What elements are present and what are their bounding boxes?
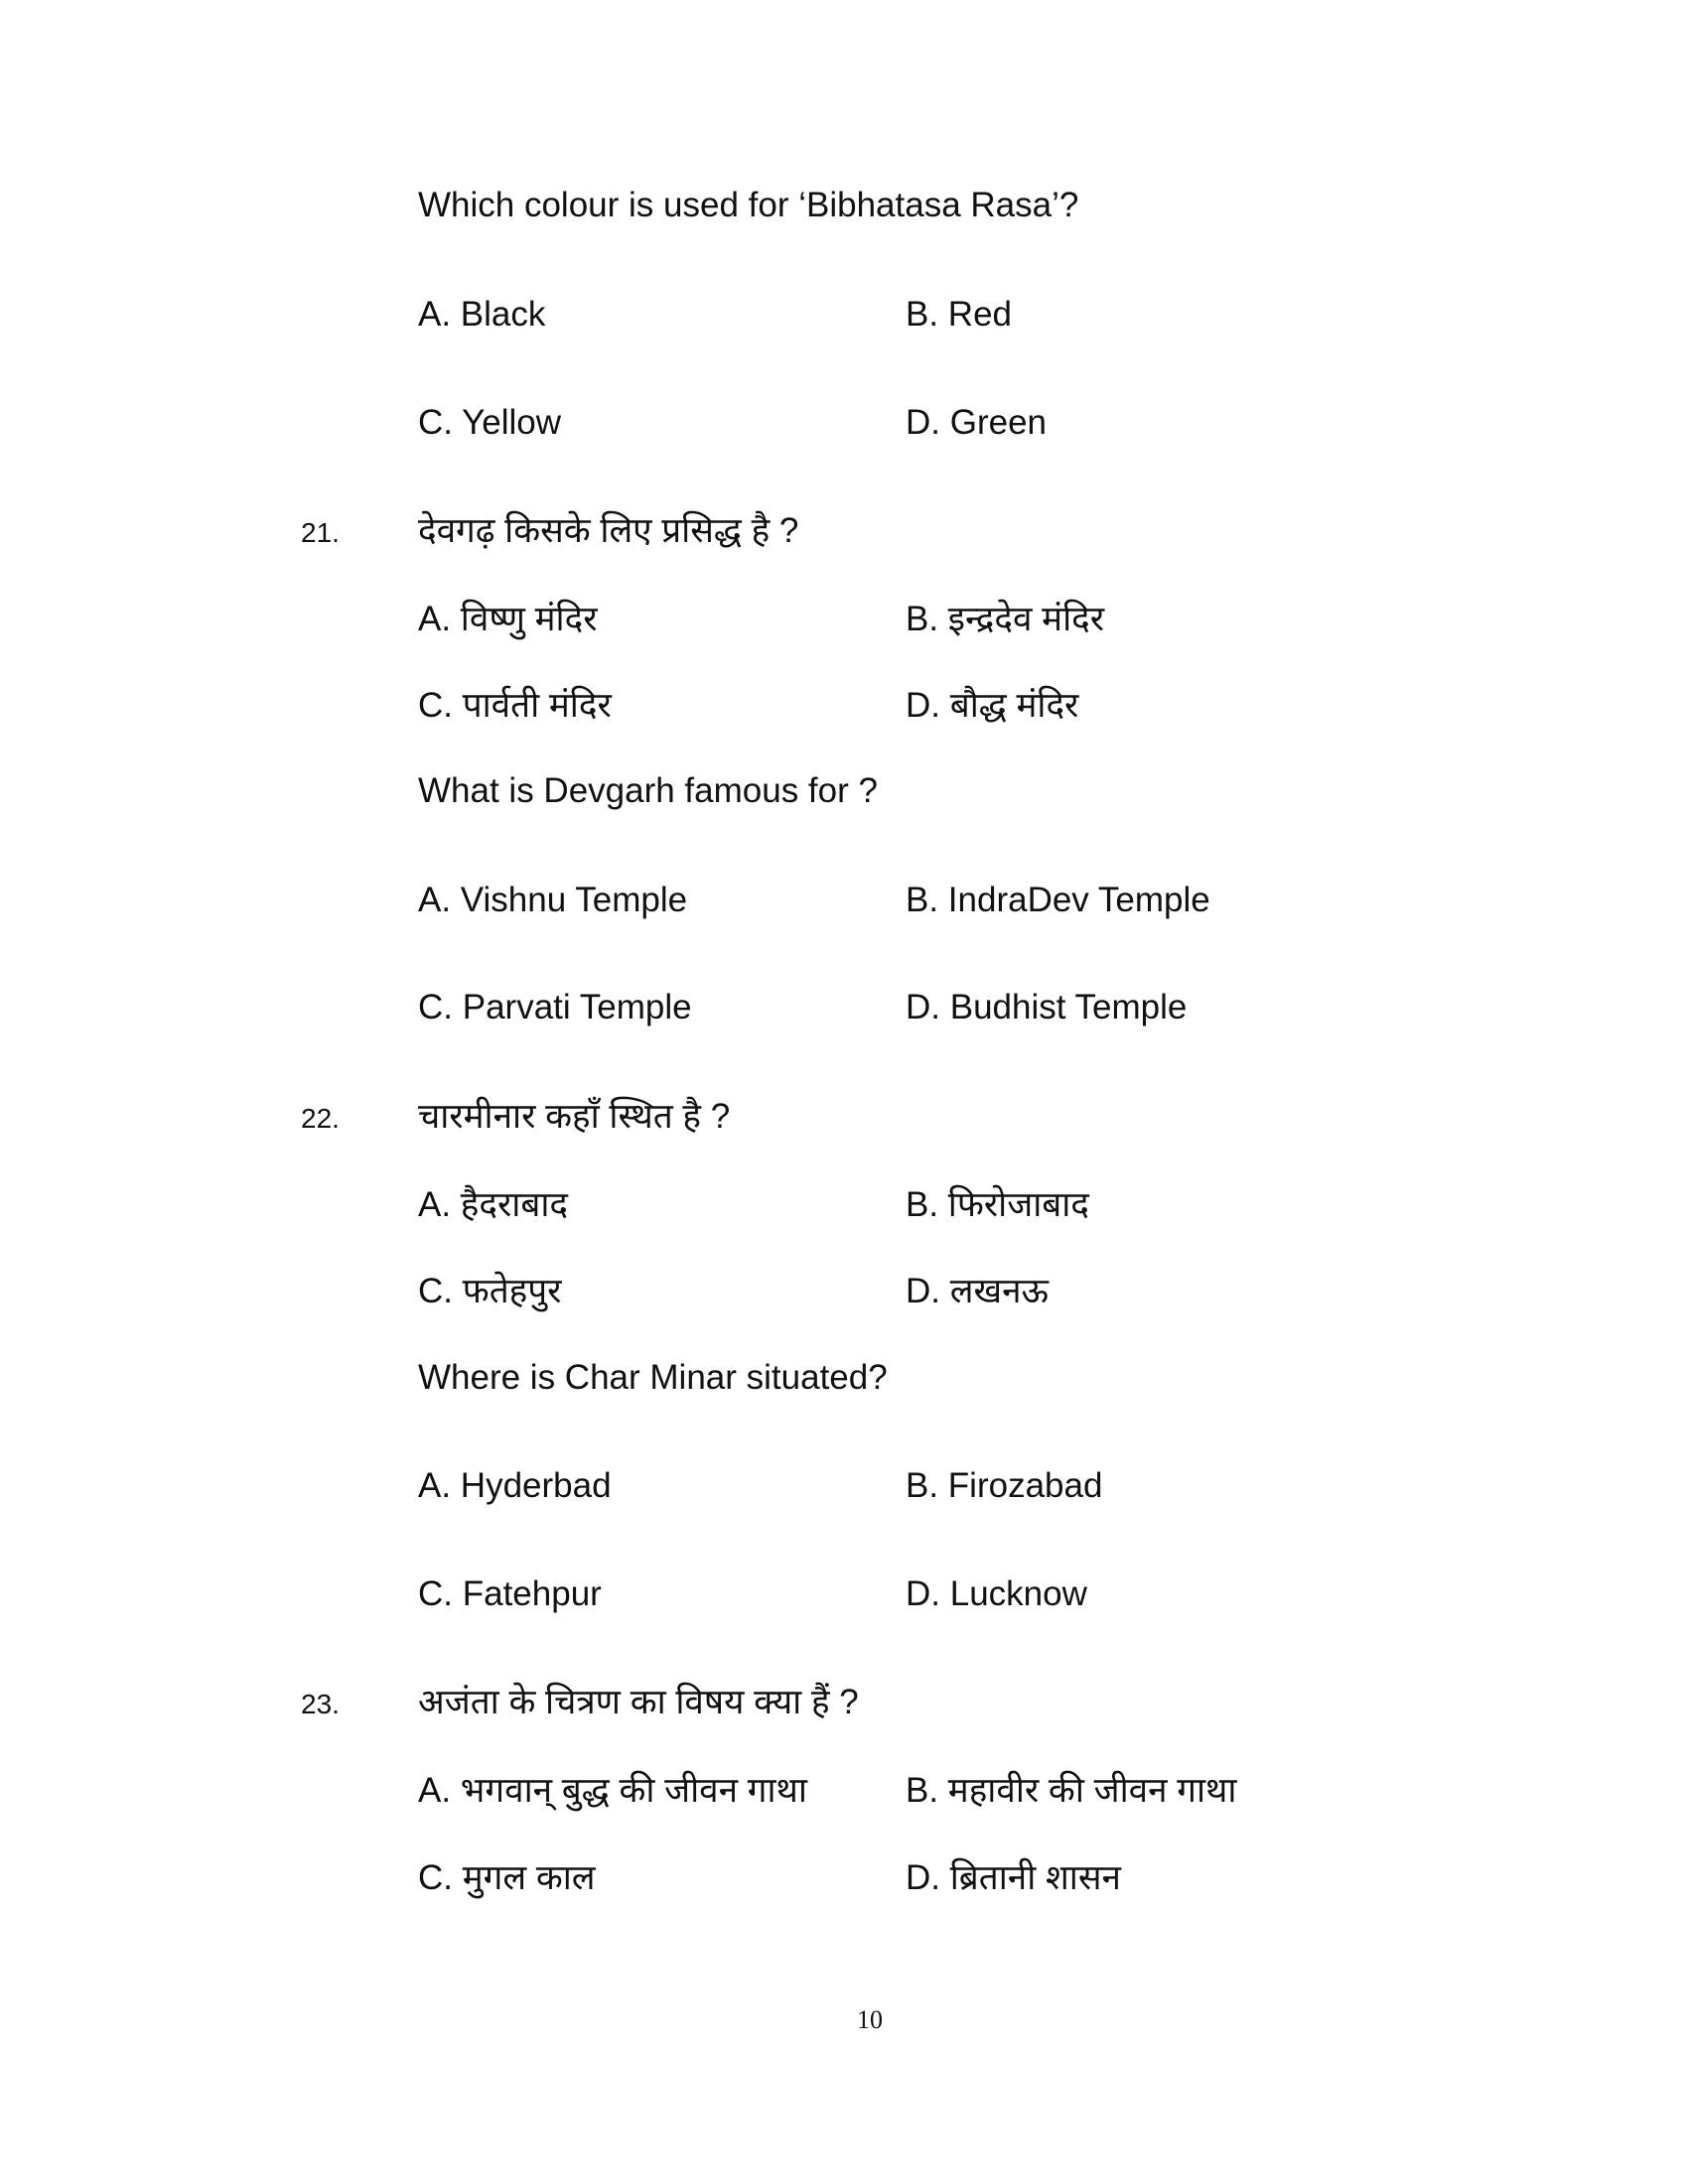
option-d: D. Green bbox=[906, 403, 1047, 442]
option-b: B. Red bbox=[906, 295, 1012, 334]
option-b: B. Firozabad bbox=[906, 1466, 1103, 1505]
option-c: C. Parvati Temple bbox=[418, 988, 692, 1026]
question-text-english: Where is Char Minar situated? bbox=[418, 1358, 888, 1397]
option-a-hindi: A. हैदराबाद bbox=[418, 1185, 568, 1224]
option-c-hindi: C. फतेहपुर bbox=[418, 1272, 562, 1310]
option-b: B. IndraDev Temple bbox=[906, 881, 1210, 919]
question-text-hindi: अजंता के चित्रण का विषय क्या हैं ? bbox=[418, 1683, 859, 1721]
option-a: A. Black bbox=[418, 295, 546, 334]
option-b-hindi: B. फिरोजाबाद bbox=[906, 1185, 1089, 1224]
page-number: 10 bbox=[857, 2005, 883, 2034]
option-a-hindi: A. विष्णु मंदिर bbox=[418, 600, 598, 638]
option-a: A. Vishnu Temple bbox=[418, 881, 688, 919]
question-text: Which colour is used for ‘Bibhatasa Rasa’? bbox=[418, 186, 1079, 224]
question-number: 22. bbox=[301, 1103, 340, 1134]
option-c: C. Yellow bbox=[418, 403, 561, 442]
question-number: 21. bbox=[301, 517, 340, 548]
option-c-hindi: C. पार्वती मंदिर bbox=[418, 686, 612, 725]
option-a-hindi: A. भगवान् बुद्ध की जीवन गाथा bbox=[418, 1771, 807, 1810]
option-d-hindi: D. लखनऊ bbox=[906, 1272, 1049, 1310]
question-text-hindi: देवगढ़ किसके लिए प्रसिद्ध है ? bbox=[418, 511, 799, 550]
option-b-hindi: B. महावीर की जीवन गाथा bbox=[906, 1771, 1237, 1810]
option-b-hindi: B. इन्द्रदेव मंदिर bbox=[906, 600, 1105, 638]
option-d-hindi: D. बौद्ध मंदिर bbox=[906, 686, 1079, 725]
option-c: C. Fatehpur bbox=[418, 1574, 602, 1613]
option-c-hindi: C. मुगल काल bbox=[418, 1858, 596, 1897]
question-text-hindi: चारमीनार कहाँ स्थित है ? bbox=[418, 1097, 731, 1136]
option-a: A. Hyderbad bbox=[418, 1466, 612, 1505]
option-d-hindi: D. ब्रितानी शासन bbox=[906, 1858, 1121, 1897]
question-number: 23. bbox=[301, 1689, 340, 1719]
question-text-english: What is Devgarh famous for ? bbox=[418, 771, 878, 810]
option-d: D. Lucknow bbox=[906, 1574, 1087, 1613]
option-d: D. Budhist Temple bbox=[906, 988, 1188, 1026]
